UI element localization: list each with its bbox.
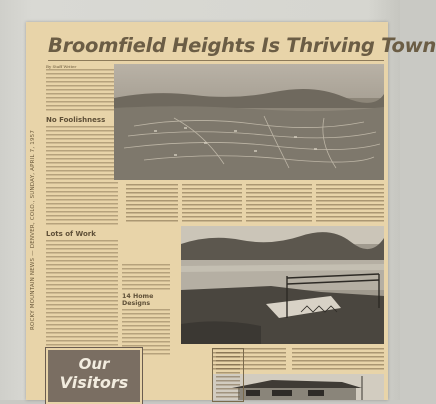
photo-caption-text xyxy=(292,348,384,372)
photo-caption-text xyxy=(126,184,178,224)
left-text-column xyxy=(46,64,118,348)
notice-text xyxy=(216,352,240,398)
photo-caption-text xyxy=(246,184,312,224)
byline: By Staff Writer xyxy=(46,64,77,69)
headline: Broomfield Heights Is Thriving Town xyxy=(48,34,436,57)
newspaper-clipping xyxy=(26,22,436,400)
body-text-block xyxy=(46,240,118,350)
body-text-block xyxy=(46,187,118,227)
lake-photo xyxy=(181,226,384,344)
body-text-block xyxy=(46,69,118,113)
second-text-column xyxy=(122,264,170,348)
page-margin-strip xyxy=(26,22,42,400)
our-visitors-ad xyxy=(46,348,142,404)
subhead-no-foolishness: No Foolishness xyxy=(46,116,106,124)
photo-caption-text xyxy=(182,184,242,224)
aerial-photo xyxy=(114,64,384,180)
body-text-block xyxy=(122,264,170,290)
subhead-lots-of-work: Lots of Work xyxy=(46,230,96,238)
headline-rule xyxy=(48,60,384,61)
subhead-home-designs: 14 Home Designs xyxy=(122,293,154,307)
ad-line-visitors: Visitors xyxy=(59,373,129,392)
boxed-notice xyxy=(212,348,244,402)
body-text-block xyxy=(46,126,118,184)
photo-caption-text xyxy=(316,184,384,224)
ad-line-our: Our xyxy=(78,355,110,373)
page-date-line: ROCKY MOUNTAIN NEWS — DENVER, COLO., SUNDAY, APRIL 7, 1957 xyxy=(30,129,36,330)
